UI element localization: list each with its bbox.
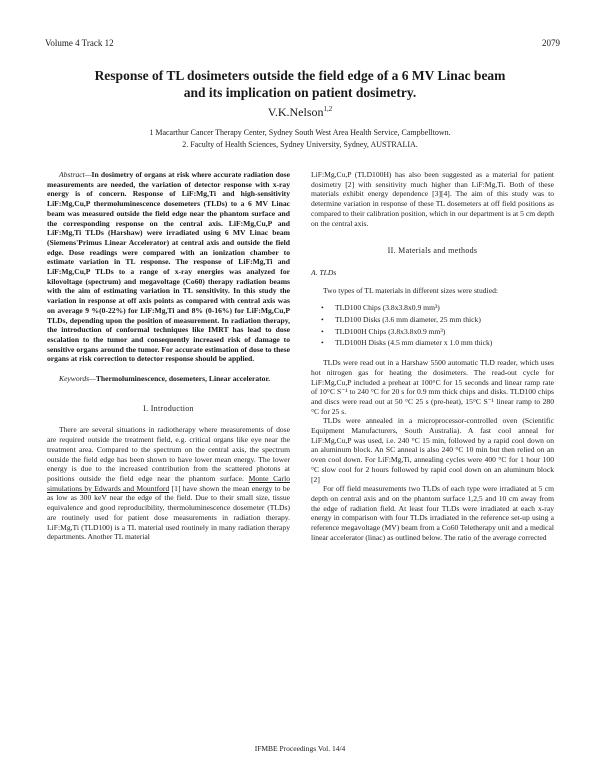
tld-list [311,303,554,348]
keywords-text: Thermoluminescence, dosemeters, Linear accelerator. [95,374,271,384]
bullet-icon: • [321,338,324,348]
readout-paragraph: TLDs were read out in a Harshaw 5500 automatic TLD reader, which uses hot nitrogen gas for heating the dosimeters. The read-out cycle for LiF:Mg,Cu,P included a preheat at 100°C for 15 seconds and linear ramp rate of 10°C S⁻¹ to 240 °C for 20 s for 0.9 mm thick chips and disks. TLD100 chips and discs were read out at 50 °C 25 s (pre-heat), 15°C S⁻¹ linear ramp to 280 °C for 25 s. [311,358,554,416]
bullet-icon: • [321,326,324,336]
anneal-paragraph: TLDs were annealed in a microprocessor-controlled oven (Scientific Equipment Manufacturers, South Australia). A fast cool anneal for LiF:Mg,Cu,P was used, i.e. 240 °C 15 min, followed by a rapid cool down on an aluminum block. An SC anneal is also 240 °C 10 min but then relied on an oven cool down. For LiF:Mg,Ti, annealing cycles were 400 °C for 1 hour 100 °C slow cool for 2 hours followed by rapid cool down on an aluminum block [2] [311,416,554,484]
left-column [47,170,290,542]
introduction-reference-link: Monte Carlo simulations by Edwards and Mountford [47,473,290,493]
list-item: • TLD100H Disks (4.5 mm diameter x 1.0 mm thick) [321,338,493,348]
author [0,105,600,120]
list-item: • TLD100 Disks (3.6 mm diameter, 25 mm thick) [321,315,481,325]
author-name: V.K.Nelson [267,105,324,119]
list-item: • TLD100H Chips (3.8x3.8x0.9 mm³) [321,326,446,336]
page-number: 2079 [542,38,560,48]
tld-types-intro: Two types of TL materials in different sizes were studied: [323,285,498,295]
section-heading-introduction: I. Introduction [143,403,194,413]
right-column [311,170,554,543]
abstract [47,170,290,364]
bullet-icon: • [321,315,324,325]
off-field-paragraph: For off field measurements two TLDs of each type were irradiated at 5 cm depth on central axis and on the phantom surface 1,2,5 and 10 cm away from the edge of radiation field. At least four TLDs were irradiated at each x-ray energy in comparison with four TLDs irradiated in the reference set-up using a reference megavoltage (MV) beam from a Co60 Teletherapy unit and a medical linear accelerator (linac) as outlined below. The ratio of the average corrected [311,484,554,542]
subsection-heading-tlds: A. TLDs [311,267,337,277]
bullet-icon: • [321,303,324,313]
keywords-label: Keywords— [59,374,96,384]
affiliation-1: 1 Macarthur Cancer Therapy Center, Sydney South West Area Health Service, Campbelltown. [149,128,451,137]
abstract-text: In dosimetry of organs at risk where accurate radiation dose measurements are needed, the variation of detector response with x-ray energy is of concern. Response of LiF:Mg,Ti and high-sensitivity LiF:Mg,Cu,P thermoluminescence dosemeters (TLDs) to a 6 MV Linac beam was measured outside the field edge near the phantom surface and the corresponding response on the central axis. LiF:Mg,Cu,P and LiF:Mg,Ti TLDs (Harshaw) were irradiated using 6 MV Linac beam (Siemens'Primus Linear Accelerator) at central axis and outside the field edge. Dose readings were compared with an ionization chamber to estimate variation in TL response. The response of LiF:Mg,Ti and LiF:Mg,Cu,P TLDs to a range of x-ray energies was analyzed for kilovoltage (spectrum) and megavoltage (Co60) therapy radiation beams with the aim of estimating variation in TL sensitivity. In this study the variation in response at off axis points as compared with central axis was on average 9 %(0-22%) for LiF:Mg,Ti and 8% (0-16%) for LiF:Mg,Cu,P TLDs, depending upon the position of measurement. In radiation therapy, the introduction of conformal techniques like IMRT has lead to dose escalation to the tumor and consequently increased risk of damage to sensitive organs around the tumor. For accurate estimation of dose to these organs at risk correction to detector response should be applied. [47,170,290,364]
author-affiliation-marks: 1,2 [323,105,333,113]
title-line-2: and its implication on patient dosimetry. [183,85,417,100]
affiliation-2: 2. Faculty of Health Sciences, Sydney University, Sydney, AUSTRALIA. [182,140,418,149]
section-heading-materials-methods: II. Materials and methods [387,246,478,256]
abstract-label: Abstract— [59,170,92,179]
keywords [47,374,290,384]
running-header-volume: Volume 4 Track 12 [45,38,114,48]
tld100h-paragraph: LiF:Mg,Cu,P (TLD100H) has also been suggested as a material for patient dosimetry [2] with sensitivity much higher than LiF:Mg,Ti. Both of these materials exhibit energy dependence [3][4]. The aim of this study was to determine variation in response of these TL dosemeters at off field positions as compared to their calibration position, which in our department is at 5 cm depth on the central axis. [311,170,554,228]
paper-title [40,67,560,101]
introduction-paragraph: There are several situations in radiotherapy where measurements of dose are required outside the treatment field, e.g. critical organs like eye near the treatment area. Compared to the spectrum on the central axis, the spectrum outside the field edge has been shown to have lower mean energy. The lower energy is due to the increased contribution from the scattered photons at positions outside the field edge near the phantom surface. Monte Carlo simulations by Edwards and Mountford [1] have shown the mean energy to be as low as 300 keV near the edge of the field. Due to their small size, tissue equivalence and good reproducibility, thermoluminescence dosemeter (TLDs) are routinely used for patient dose measurements in radiation therapy. LiF:Mg,Ti (TLD100) is a TL material used routinely in many radiation therapy departments. Another TL material [47,425,290,542]
title-line-1: Response of TL dosimeters outside the field edge of a 6 MV Linac beam [94,68,506,83]
proceedings-footer: IFMBE Proceedings Vol. 14/4 [254,744,346,753]
list-item: • TLD100 Chips (3.8x3.8x0.9 mm³) [321,303,440,313]
